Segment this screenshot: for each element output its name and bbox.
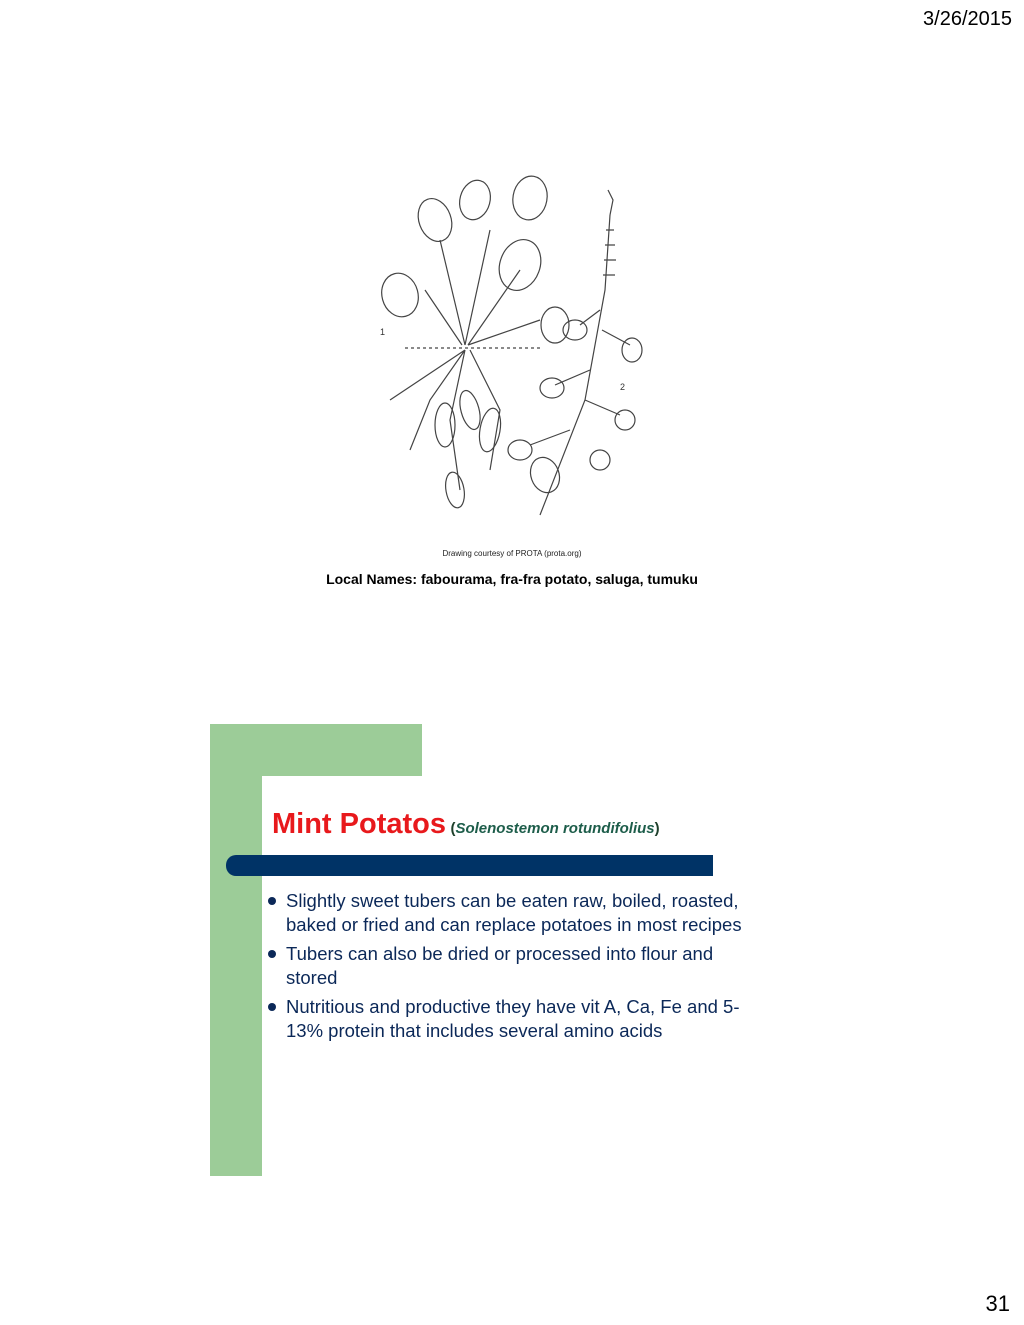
slide-title-main: Mint Potatos <box>272 808 446 840</box>
slide <box>210 724 770 1176</box>
figure-label-2: 2 <box>620 382 626 392</box>
page-number: 31 <box>985 1291 1010 1316</box>
plant-drawing <box>370 170 650 530</box>
figure-caption: Drawing courtesy of PROTA (prota.org) <box>442 549 582 558</box>
bullet-item: Tubers can also be dried or processed into flour and stored <box>268 942 768 990</box>
slide-title-scientific <box>450 820 659 837</box>
local-names: Local Names: fabourama, fra-fra potato, saluga, tumuku <box>326 571 698 587</box>
bullet-list <box>268 889 768 1048</box>
slide-accent-vertical <box>210 724 262 1176</box>
figure-label-1: 1 <box>380 327 386 337</box>
slide-title <box>272 808 660 841</box>
title-underline-bar <box>226 855 713 876</box>
page-date: 3/26/2015 <box>923 8 1012 30</box>
bullet-item: Slightly sweet tubers can be eaten raw, boiled, roasted, baked or fried and can replace potatoes in most recipes <box>268 889 768 937</box>
sci-close-paren: ) <box>654 820 660 837</box>
bullet-item: Nutritious and productive they have vit A, Ca, Fe and 5-13% protein that includes several amino acids <box>268 995 768 1043</box>
sci-name: Solenostemon rotundifolius <box>455 820 655 837</box>
slide-accent-horizontal <box>210 724 422 776</box>
sci-open-paren: ( <box>450 820 456 837</box>
